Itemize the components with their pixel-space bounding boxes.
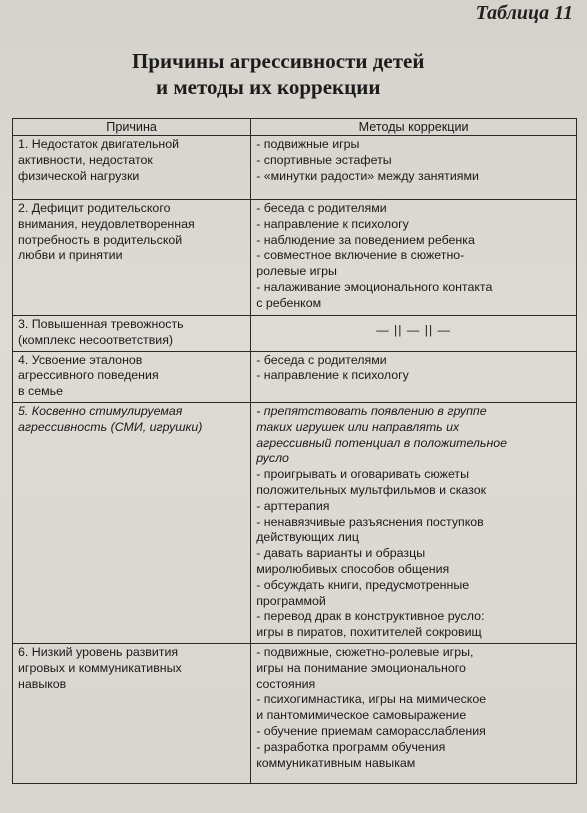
method-item: - обсуждать книги, предусмотренные программой	[256, 577, 470, 608]
cause-cell: 3. Повышенная тревожность (комплекс несоответствия)	[13, 316, 251, 352]
method-item: — || — || —	[376, 323, 452, 337]
title-line-2: и методы их коррекции	[156, 75, 381, 99]
cause-cell: 5. Косвенно стимулируемая агрессивность (СМИ, игрушки)	[13, 402, 251, 643]
cause-cell: 6. Низкий уровень развития игровых и коммуникативных навыков	[13, 643, 251, 783]
method-item: - беседа с родителями	[256, 352, 387, 367]
method-item: - обучение приемам саморасслабления	[256, 723, 486, 738]
method-item: - подвижные, сюжетно-ролевые игры, игры на понимание эмоционального состояния	[256, 644, 474, 691]
table-number-label: Таблица 11	[475, 2, 573, 24]
method-item: - направление к психологу	[256, 368, 409, 383]
method-item: - проигрывать и оговаривать сюжеты положительных мультфильмов и сказок	[256, 467, 487, 497]
method-item: - давать варианты и образцы миролюбивых способов общения	[256, 546, 450, 576]
method-item: - спортивные эстафеты	[256, 152, 392, 167]
methods-cell	[251, 316, 577, 352]
cause-cell: 1. Недостаток двигательной активности, недостаток физической нагрузки	[13, 136, 251, 200]
method-item: - разработка программ обучения коммуникативным навыкам	[256, 739, 446, 770]
cause-cell: 2. Дефицит родительского внимания, неудовлетворенная потребность в родительской любви и принятии	[13, 200, 251, 316]
table-row	[13, 643, 577, 783]
table-body	[13, 136, 577, 784]
method-item: - арттерапия	[256, 498, 330, 513]
page-title	[0, 48, 587, 100]
methods-cell	[251, 351, 577, 402]
method-item: - совместное включение в сюжетно- ролевые игры	[256, 248, 465, 279]
method-item: - наблюдение за поведением ребенка	[256, 232, 475, 247]
methods-cell	[251, 402, 577, 643]
methods-cell	[251, 643, 577, 783]
title-line-1: Причины агрессивности детей	[132, 49, 425, 73]
table-header-row	[13, 119, 577, 136]
methods-cell	[251, 200, 577, 316]
column-header-methods: Методы коррекции	[251, 119, 577, 136]
method-item: - психогимнастика, игры на мимическое и пантомимическое самовыражение	[256, 692, 487, 723]
method-item: - препятствовать появлению в группе таких игрушек или направлять их агрессивный потенциал в положительное русло	[256, 403, 508, 466]
table-row	[13, 136, 577, 200]
methods-cell	[251, 136, 577, 200]
method-item: - подвижные игры	[256, 137, 360, 151]
method-item: - беседа с родителями	[256, 201, 387, 215]
table-row	[13, 316, 577, 352]
method-item: - «минутки радости» между занятиями	[256, 168, 479, 183]
table-row	[13, 402, 577, 643]
method-item: - ненавязчивые разъяснения поступков действующих лиц	[256, 514, 484, 545]
column-header-cause: Причина	[13, 119, 251, 136]
table-row	[13, 351, 577, 402]
cause-cell: 4. Усвоение эталонов агрессивного поведения в семье	[13, 351, 251, 402]
method-item: - налаживание эмоционального контакта с ребенком	[256, 279, 493, 310]
causes-methods-table	[12, 118, 577, 784]
table-row	[13, 200, 577, 316]
method-item: - направление к психологу	[256, 216, 409, 231]
method-item: - перевод драк в конструктивное русло: игры в пиратов, похитителей сокровищ	[256, 609, 485, 640]
